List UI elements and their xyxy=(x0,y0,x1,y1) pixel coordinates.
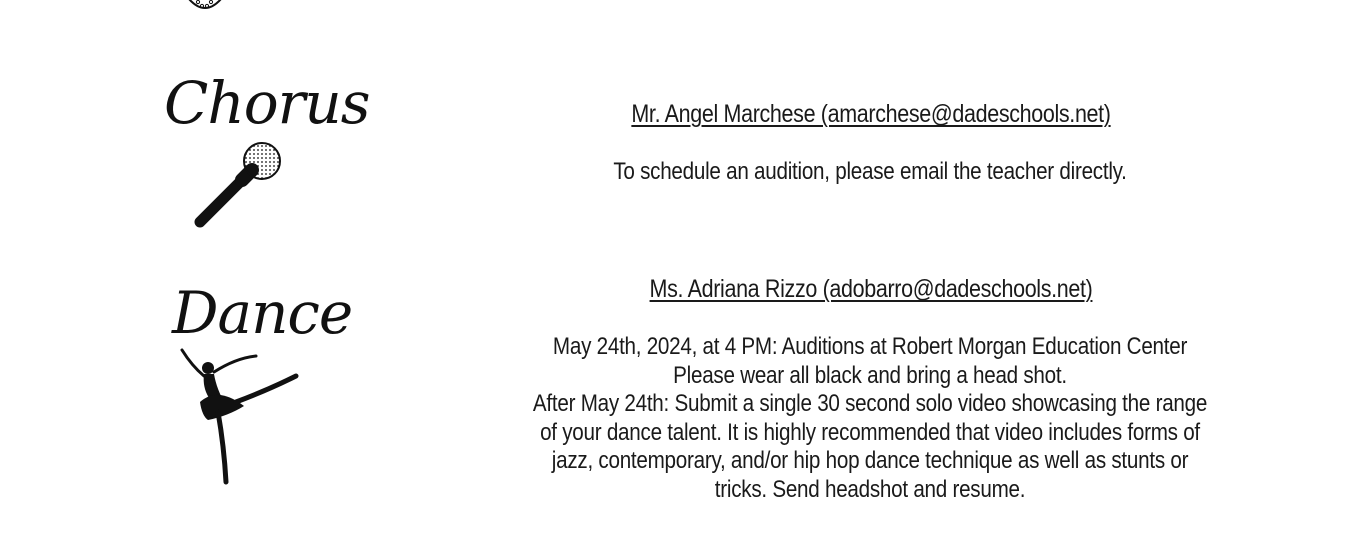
dance-teacher-contact[interactable]: Ms. Adriana Rizzo (adobarro@dadeschools.net) xyxy=(649,275,1093,303)
dance-info-line-2: Please wear all black and bring a head shot. xyxy=(673,361,1067,389)
dance-title: Dance xyxy=(172,279,353,347)
chorus-info-line: To schedule an audition, please email the teacher directly. xyxy=(613,158,1127,185)
dance-info-line-5: jazz, contemporary, and/or hip hop dance technique as well as stunts or xyxy=(551,447,1189,474)
palette-icon xyxy=(183,0,227,14)
chorus-info xyxy=(470,158,1270,187)
dance-info-line-1: May 24th, 2024, at 4 PM: Auditions at Robert Morgan Education Center xyxy=(552,333,1188,360)
microphone-icon xyxy=(192,140,284,230)
dance-info xyxy=(430,333,1310,504)
dance-info-line-6: tricks. Send headshot and resume. xyxy=(714,475,1026,503)
chorus-teacher-contact[interactable]: Mr. Angel Marchese (amarchese@dadeschools.net) xyxy=(631,100,1111,128)
dance-info-line-4: of your dance talent. It is highly recommended that video includes forms of xyxy=(540,418,1200,446)
dance-info-line-3: After May 24th: Submit a single 30 second solo video showcasing the range xyxy=(532,390,1208,417)
ballerina-icon xyxy=(178,346,300,486)
chorus-title: Chorus xyxy=(164,69,370,137)
